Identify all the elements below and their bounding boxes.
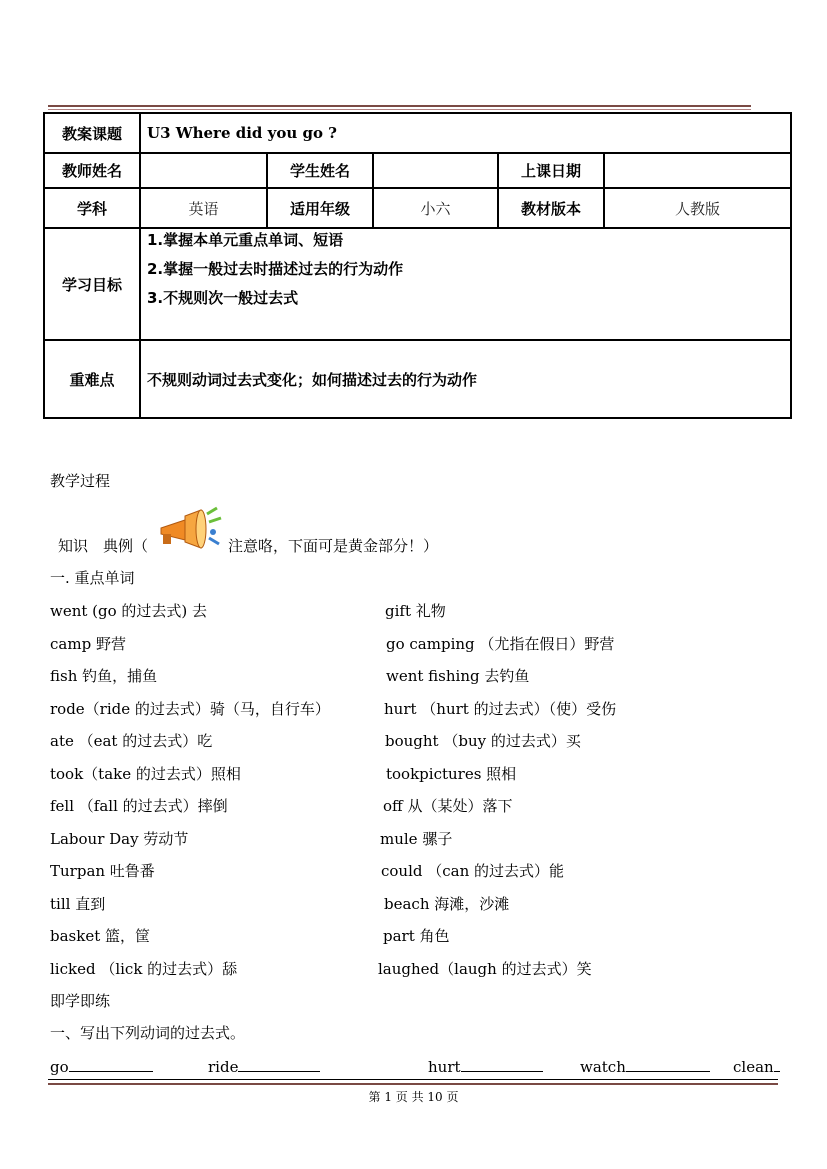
vocab-item: Turpan 吐鲁番: [50, 862, 155, 880]
vocab-item: ate （eat 的过去式）吃: [50, 732, 213, 750]
exercise-item: [580, 1057, 710, 1076]
vocab-item: hurt （hurt 的过去式）（使）受伤: [384, 700, 617, 718]
subject-label: 学科: [44, 188, 140, 228]
knowledge-note: 注意咯，下面可是黄金部分！）: [228, 537, 439, 555]
knowledge-prefix: 知识 典例（: [58, 537, 149, 555]
exercise-item: [733, 1057, 780, 1076]
lesson-info-table: [43, 112, 792, 419]
vocab-item: camp 野营: [50, 635, 126, 653]
answer-blank[interactable]: [69, 1057, 153, 1072]
footer-rule-thin: [48, 1079, 778, 1080]
edition-value: 人教版: [604, 188, 791, 228]
exercise-word: watch: [580, 1058, 626, 1076]
teacher-value: [140, 153, 267, 188]
header-rule-thin: [48, 109, 751, 110]
vocab-item: took（take 的过去式）照相: [50, 765, 241, 783]
vocab-item: fell （fall 的过去式）摔倒: [50, 797, 228, 815]
vocab-item: laughed（laugh 的过去式）笑: [378, 960, 592, 978]
exercise-title: 一、写出下列动词的过去式。: [50, 1024, 246, 1042]
vocab-item: Labour Day 劳动节: [50, 830, 189, 848]
vocab-item: fish 钓鱼，捕鱼: [50, 667, 158, 685]
goals-label: 学习目标: [44, 228, 140, 340]
section1-title: 一. 重点单词: [50, 569, 135, 587]
answer-blank[interactable]: [461, 1057, 543, 1072]
exercise-word: go: [50, 1058, 69, 1076]
vocab-item: tookpictures 照相: [386, 765, 517, 783]
vocab-item: rode（ride 的过去式）骑（马，自行车）: [50, 700, 330, 718]
exercise-word: hurt: [428, 1058, 461, 1076]
vocab-item: licked （lick 的过去式）舔: [50, 960, 238, 978]
footer-rule: [48, 1083, 778, 1085]
student-label: 学生姓名: [267, 153, 373, 188]
subject-value: 英语: [140, 188, 267, 228]
date-label: 上课日期: [498, 153, 604, 188]
vocab-item: part 角色: [383, 927, 450, 945]
topic-label: 教案课题: [44, 113, 140, 153]
goal-item: 2.掌握一般过去时描述过去的行为动作: [147, 260, 404, 278]
vocab-item: go camping （尤指在假日）野营: [386, 635, 615, 653]
exercise-item: [50, 1057, 153, 1076]
goal-item: 3.不规则次一般过去式: [147, 289, 299, 307]
exercise-word: clean: [733, 1058, 774, 1076]
vocab-item: could （can 的过去式）能: [381, 862, 565, 880]
process-title: 教学过程: [50, 472, 111, 490]
edition-label: 教材版本: [498, 188, 604, 228]
vocab-item: went fishing 去钓鱼: [386, 667, 530, 685]
vocab-item: till 直到: [50, 895, 106, 913]
difficulty-value: 不规则动词过去式变化；如何描述过去的行为动作: [140, 340, 791, 418]
grade-label: 适用年级: [267, 188, 373, 228]
topic-value: U3 Where did you go ?: [140, 113, 791, 153]
vocab-item: mule 骡子: [380, 830, 453, 848]
grade-value: 小六: [373, 188, 498, 228]
answer-blank[interactable]: [238, 1057, 320, 1072]
vocab-item: beach 海滩，沙滩: [384, 895, 510, 913]
student-value: [373, 153, 498, 188]
vocab-item: basket 篮，筐: [50, 927, 151, 945]
teacher-label: 教师姓名: [44, 153, 140, 188]
exercise-item: [428, 1057, 543, 1076]
goal-item: 1.掌握本单元重点单词、短语: [147, 231, 344, 249]
page-footer: 第 1 页 共 10 页: [368, 1090, 459, 1104]
date-value: [604, 153, 791, 188]
practice-title: 即学即练: [50, 992, 111, 1010]
exercise-item: [208, 1057, 320, 1076]
exercise-word: ride: [208, 1058, 239, 1076]
vocab-item: gift 礼物: [385, 602, 446, 620]
answer-blank[interactable]: [774, 1057, 780, 1072]
difficulty-label: 重难点: [44, 340, 140, 418]
answer-blank[interactable]: [626, 1057, 710, 1072]
vocab-item: bought （buy 的过去式）买: [385, 732, 581, 750]
goals-list: [140, 228, 791, 340]
header-rule: [48, 105, 751, 107]
megaphone-icon: [155, 506, 225, 552]
vocab-item: went (go 的过去式) 去: [50, 602, 208, 620]
vocab-item: off 从（某处）落下: [383, 797, 513, 815]
